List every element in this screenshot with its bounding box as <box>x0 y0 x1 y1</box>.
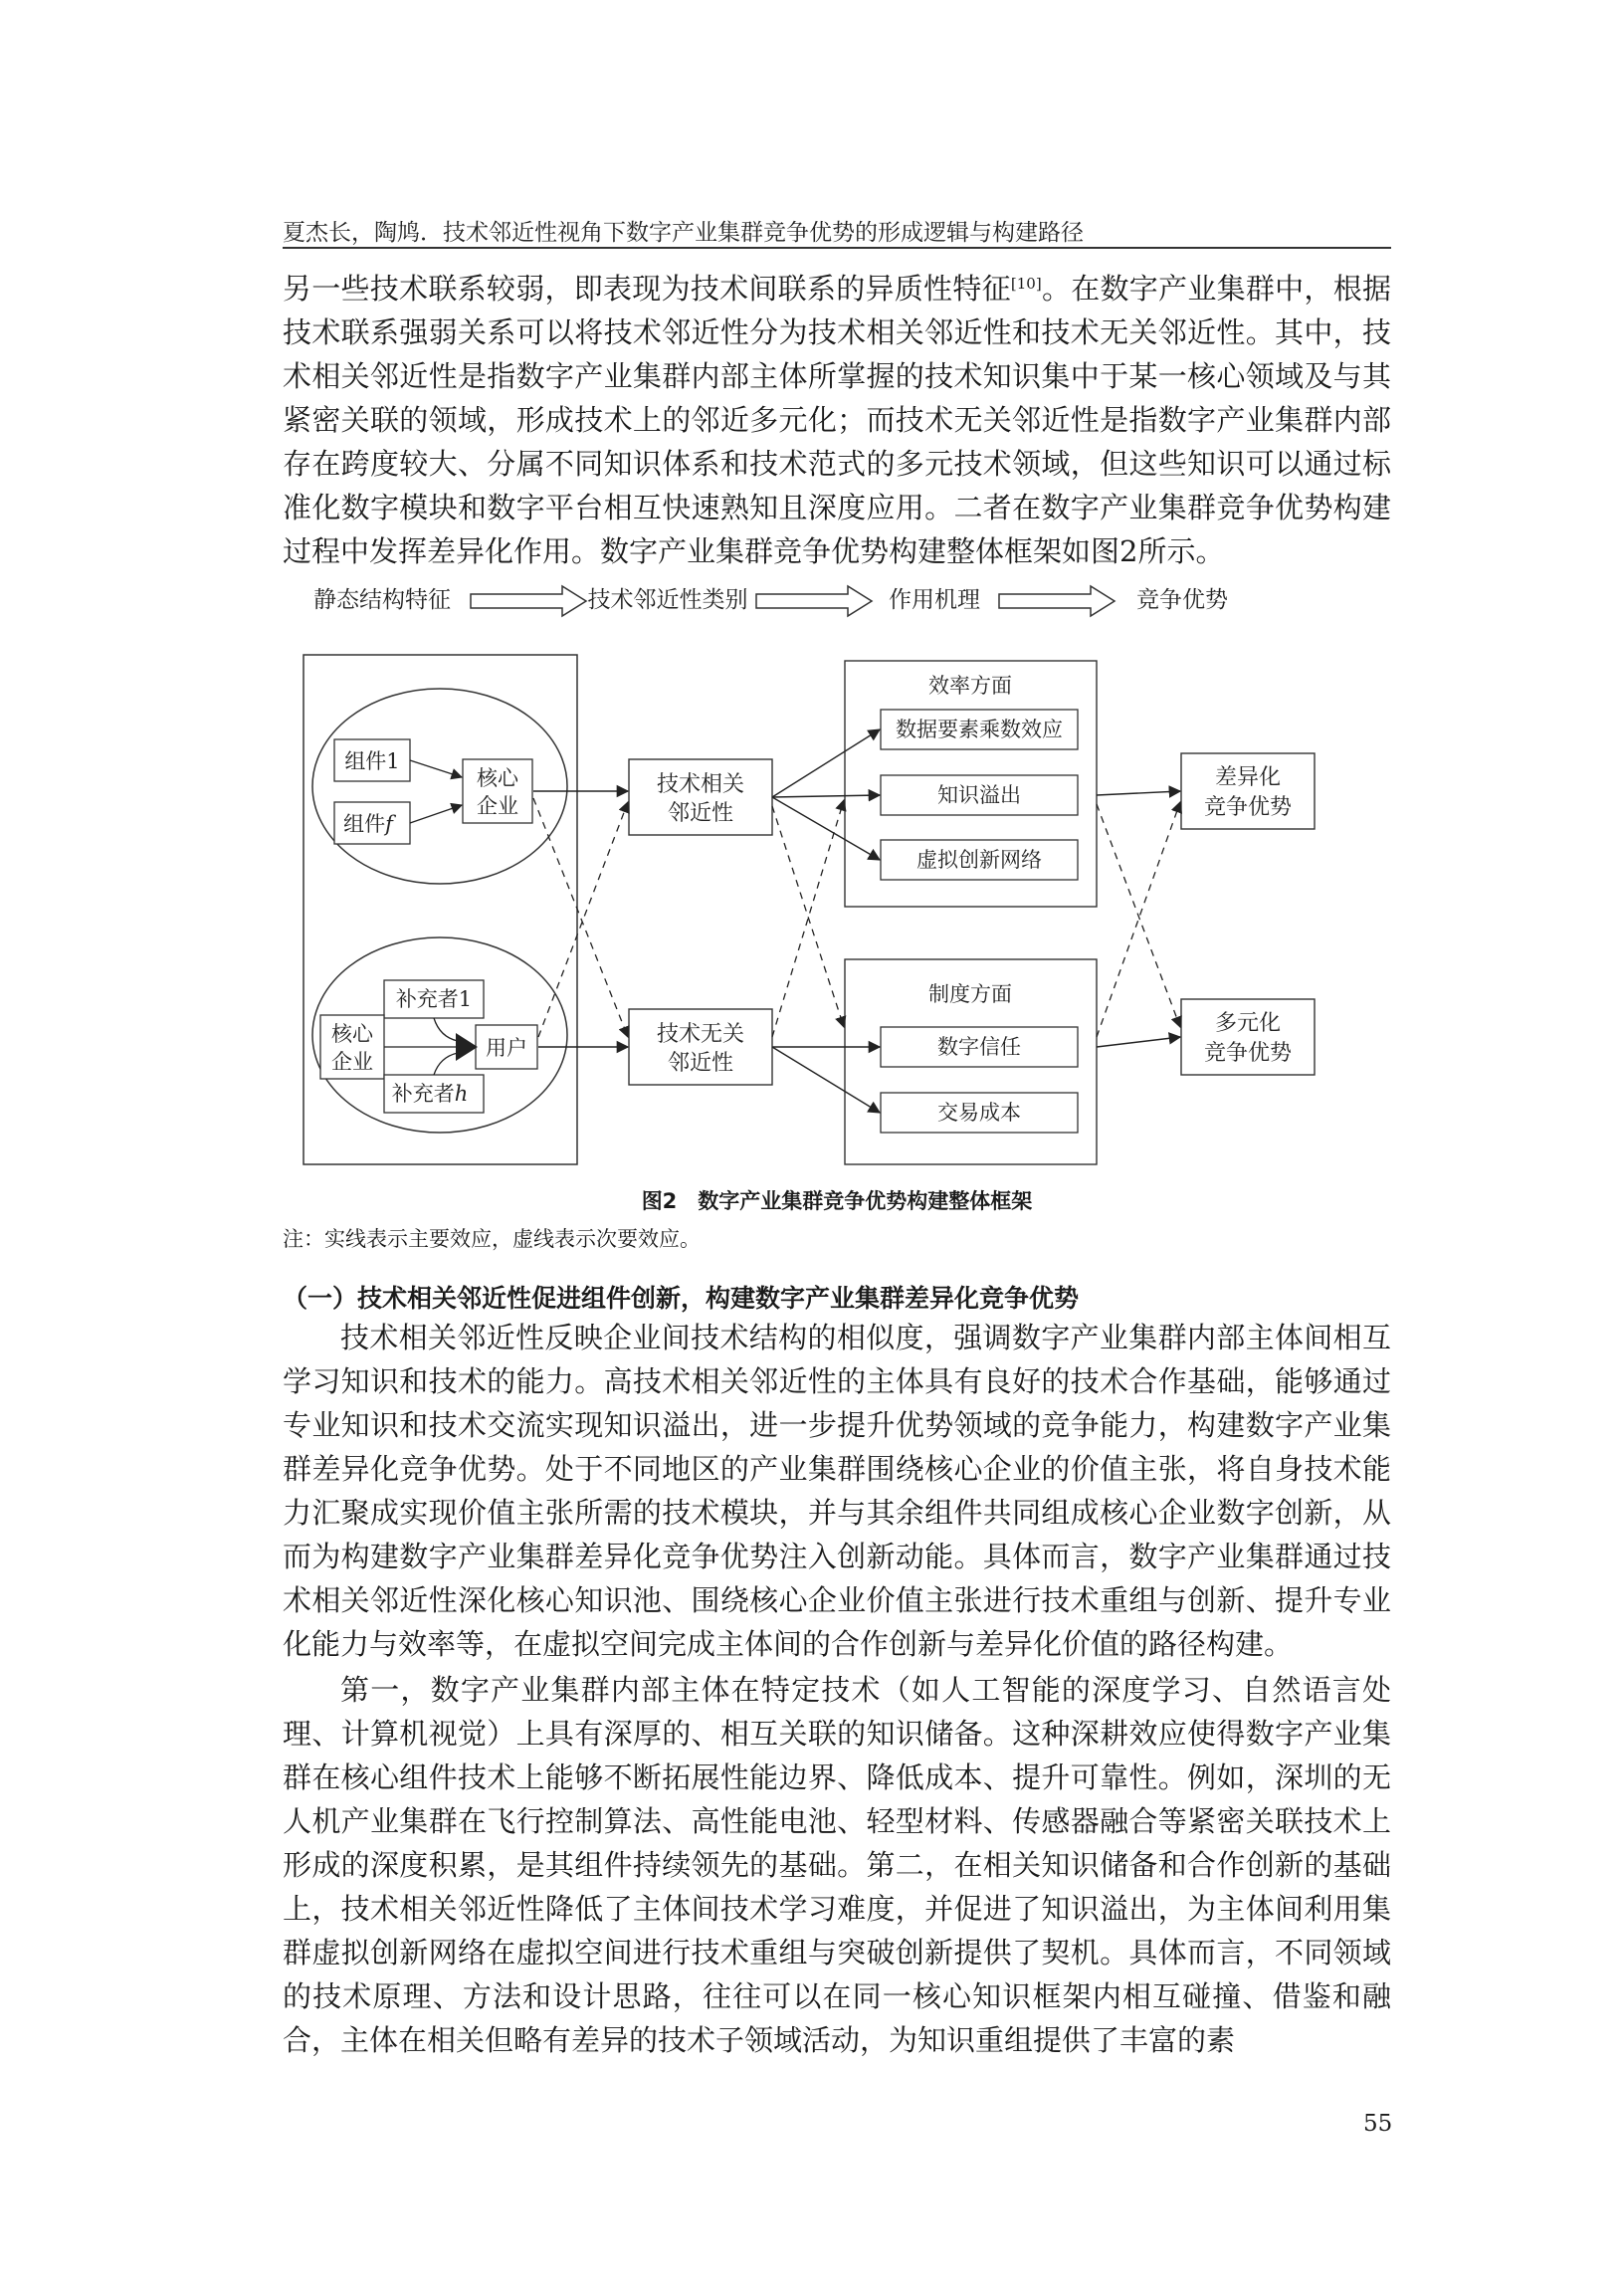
arrow-efficiency-diff <box>1097 791 1180 795</box>
efficiency-title: 效率方面 <box>928 674 1012 698</box>
dash-cluster-a-unrelated <box>533 798 628 1037</box>
diversified-advantage-line2: 竞争优势 <box>1203 1041 1293 1066</box>
flow-arrow-2 <box>756 586 872 616</box>
efficiency-item-1: 数据要素乘数效应 <box>896 718 1063 741</box>
paragraph-intro-text-a: 另一些技术联系较弱，即表现为技术间联系的异质性特征 <box>283 272 1011 306</box>
related-proximity-line1: 技术相关 <box>656 772 745 797</box>
paragraph-first-second: 第一，数字产业集群内部主体在特定技术（如人工智能的深度学习、自然语言处理、计算机视觉）上具有深厚的、相互关联的知识储备。这种深耕效应使得数字产业集群在核心组件技术上能够不断拓展性能边界、降低成本、提升可靠性。例如，深圳的无人机产业集群在飞行控制算法、高性能电池、轻型材料、传感器融合等紧密关联技术上形成的深度积累，是其组件持续领先的基础。第二，在相关知识储备和合作创新的基础上，技术相关邻近性降低了主体间技术学习难度，并促进了知识溢出，为主体间利用集群虚拟创新网络在虚拟空间进行技术重组与突破创新提供了契机。具体而言，不同领域的技术原理、方法和设计思路，往往可以在同一核心知识框架内相互碰撞、借鉴和融合，主体在相关但略有差异的技术子领域活动，为知识重组提供了丰富的素 <box>283 1673 1391 2057</box>
flow-label-category: 技术邻近性类别 <box>587 587 748 613</box>
arrow-compf-core <box>410 805 462 823</box>
supplementer-h-main: 补充者 <box>391 1082 455 1106</box>
framework-figure <box>283 577 1391 1204</box>
arrow-comp1-core <box>410 760 462 777</box>
efficiency-item-3: 虚拟创新网络 <box>916 848 1042 872</box>
component-f-label <box>343 812 396 836</box>
core-firm-bottom-line2: 企业 <box>331 1050 373 1074</box>
page-number: 55 <box>1363 2111 1393 2137</box>
core-firm-top-line2: 企业 <box>477 794 518 818</box>
component-1-label: 组件1 <box>344 749 400 773</box>
user-label: 用户 <box>486 1036 527 1060</box>
dash-institution-diff <box>1097 802 1180 1037</box>
supplementer-1-label: 补充者1 <box>395 987 473 1011</box>
differentiated-advantage-line2: 竞争优势 <box>1203 795 1293 820</box>
figure-note: 注：实线表示主要效应，虚线表示次要效应。 <box>283 1227 701 1251</box>
diversified-advantage-line1: 多元化 <box>1214 1011 1282 1036</box>
unrelated-proximity-line2: 邻近性 <box>667 1051 734 1076</box>
paragraph-intro <box>283 267 1391 573</box>
supplementer-h-var: h <box>454 1082 469 1106</box>
efficiency-item-2: 知识溢出 <box>937 783 1021 807</box>
arrow-institution-div <box>1097 1037 1180 1047</box>
flow-arrow-3 <box>999 586 1115 616</box>
header-rule <box>283 247 1391 249</box>
institution-item-1: 数字信任 <box>937 1035 1021 1059</box>
institution-title: 制度方面 <box>928 982 1012 1006</box>
section-heading: （一）技术相关邻近性促进组件创新，构建数字产业集群差异化竞争优势 <box>283 1284 1080 1313</box>
core-firm-bottom-line1: 核心 <box>331 1022 373 1046</box>
paragraph-intro-text-b: 。在数字产业集群中，根据技术联系强弱关系可以将技术邻近性分为技术相关邻近性和技术无关邻近性。其中，技术相关邻近性是指数字产业集群内部主体所掌握的技术知识集中于某一核心领域及与其紧密关联的领域，形成技术上的邻近多元化；而技术无关邻近性是指数字产业集群内部存在跨度较大、分属不同知识体系和技术范式的多元技术领域，但这些知识可以通过标准化数字模块和数字平台相互快速熟知且深度应用。二者在数字产业集群竞争优势构建过程中发挥差异化作用。数字产业集群竞争优势构建整体框架如图2所示。 <box>283 272 1391 568</box>
flow-label-advantage: 竞争优势 <box>1136 587 1228 613</box>
merge-point <box>456 1033 478 1061</box>
citation-ref[interactable]: [10] <box>1010 275 1042 293</box>
dash-cluster-b-related <box>538 802 628 1037</box>
related-proximity-line2: 邻近性 <box>667 801 734 826</box>
core-firm-top-line1: 核心 <box>477 766 518 790</box>
institution-item-2: 交易成本 <box>937 1101 1021 1125</box>
figure-caption: 图2 数字产业集群竞争优势构建整体框架 <box>641 1189 1033 1213</box>
component-f-var: f <box>385 812 393 836</box>
component-f-main: 组件 <box>343 812 386 836</box>
paragraph-related-proximity: 技术相关邻近性反映企业间技术结构的相似度，强调数字产业集群内部主体间相互学习知识和技术的能力。高技术相关邻近性的主体具有良好的技术合作基础，能够通过专业知识和技术交流实现知识溢出，进一步提升优势领域的竞争能力，构建数字产业集群差异化竞争优势。处于不同地区的产业集群围绕核心企业的价值主张，将自身技术能力汇聚成实现价值主张所需的技术模块，并与其余组件共同组成核心企业数字创新，从而为构建数字产业集群差异化竞争优势注入创新动能。具体而言，数字产业集群通过技术相关邻近性深化核心知识池、围绕核心企业价值主张进行技术重组与创新、提升专业化能力与效率等，在虚拟空间完成主体间的合作创新与差异化价值的路径构建。 <box>283 1321 1391 1661</box>
dash-related-institution <box>772 806 844 1027</box>
supplementer-h-label <box>392 1082 469 1106</box>
flow-arrow-1 <box>471 586 586 616</box>
line-supp1-user <box>434 1018 458 1041</box>
flow-label-mechanism: 作用机理 <box>889 587 980 613</box>
flow-label-static: 静态结构特征 <box>313 587 451 613</box>
running-header: 夏杰长，陶鸠．技术邻近性视角下数字产业集群竞争优势的形成逻辑与构建路径 <box>283 220 1084 246</box>
unrelated-proximity-line1: 技术无关 <box>656 1022 745 1047</box>
differentiated-advantage-line1: 差异化 <box>1214 765 1282 790</box>
line-supph-user <box>434 1053 458 1075</box>
